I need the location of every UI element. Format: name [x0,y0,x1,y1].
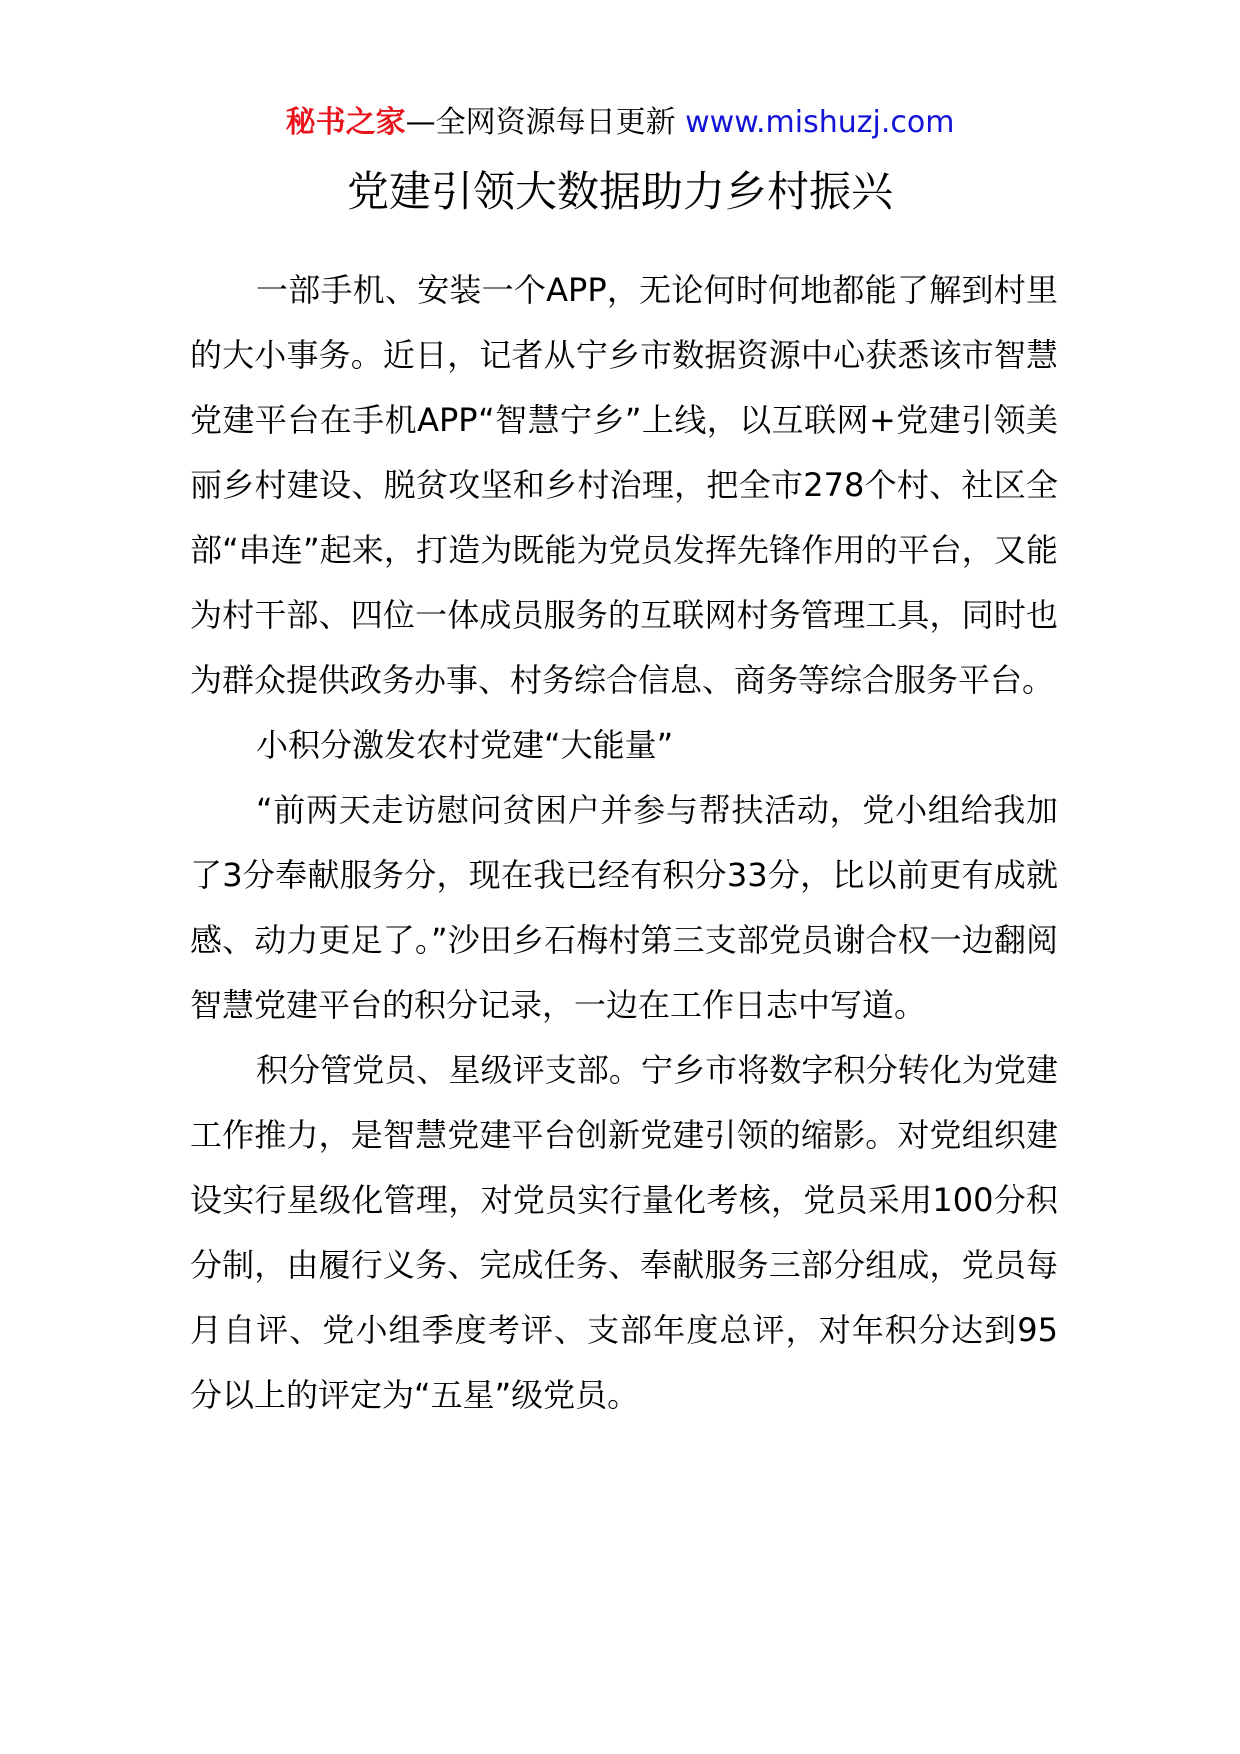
paragraph-points-system: 积分管党员、星级评支部。宁乡市将数字积分转化为党建工作推力，是智慧党建平台创新党建引领的缩影。对党组织建设实行星级化管理，对党员实行量化考核，党员采用100分积分制，由履行义务、完成任务、奉献服务三部分组成，党员每月自评、党小组季度考评、支部年度总评，对年积分达到95分以上的评定为“五星”级党员。 [190,1051,1058,1414]
paragraph-quote: “前两天走访慰问贫困户并参与帮扶活动，党小组给我加了3分奉献服务分，现在我已经有积分33分，比以前更有成就感、动力更足了。”沙田乡石梅村第三支部党员谢合权一边翻阅智慧党建平台的积分记录，一边在工作日志中写道。 [190,791,1058,1024]
document-body [190,258,1058,1428]
site-slogan: —全网资源每日更新 [405,105,676,140]
site-header [0,101,1240,145]
paragraph-intro: 一部手机、安装一个APP，无论何时何地都能了解到村里的大小事务。近日，记者从宁乡市数据资源中心获悉该市智慧党建平台在手机APP“智慧宁乡”上线，以互联网+党建引领美丽乡村建设、脱贫攻坚和乡村治理，把全市278个村、社区全部“串连”起来，打造为既能为党员发挥先锋作用的平台，又能为村干部、四位一体成员服务的互联网村务管理工具，同时也为群众提供政务办事、村务综合信息、商务等综合服务平台。 [190,271,1058,699]
section-heading: 小积分激发农村党建“大能量” [256,726,674,764]
site-brand: 秘书之家 [285,105,406,140]
document-title: 党建引领大数据助力乡村振兴 [346,167,893,216]
site-url-link[interactable]: www.mishuzj.com [685,105,955,140]
